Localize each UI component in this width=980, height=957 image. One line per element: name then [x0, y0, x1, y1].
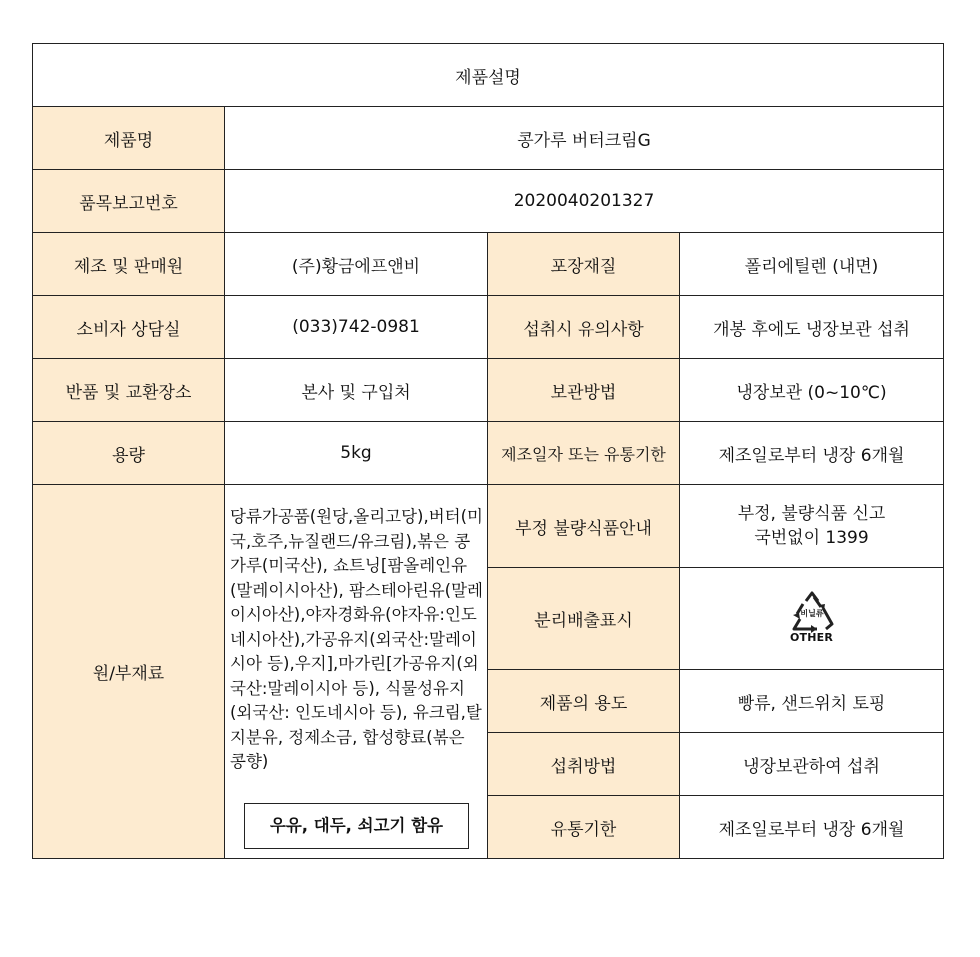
report-number-label: 품목보고번호 [33, 170, 225, 233]
capacity-value: 5kg [225, 422, 488, 485]
bad-food-notice-value [680, 485, 944, 568]
shelf-life-label: 유통기한 [488, 796, 680, 859]
packaging-label: 포장재질 [488, 233, 680, 296]
usage-label: 제품의 용도 [488, 670, 680, 733]
intake-method-value: 냉장보관하여 섭취 [680, 733, 944, 796]
expiry-date-label: 제조일자 또는 유통기한 [488, 422, 680, 485]
recycle-triangle-icon [789, 591, 835, 644]
recycling-mark-cell [680, 568, 944, 670]
recycling-label: 분리배출표시 [488, 568, 680, 670]
expiry-date-value: 제조일로부터 냉장 6개월 [680, 422, 944, 485]
product-name-label: 제품명 [33, 107, 225, 170]
ingredients-label: 원/부재료 [33, 485, 225, 859]
consumer-office-value: (033)742-0981 [225, 296, 488, 359]
intake-method-label: 섭취방법 [488, 733, 680, 796]
intake-caution-label: 섭취시 유의사항 [488, 296, 680, 359]
recycle-mark-text: 비닐류 [799, 609, 824, 618]
bad-food-notice-line1: 부정, 불량식품 신고 [737, 504, 886, 524]
recycle-code: OTHER [789, 631, 834, 644]
table-title: 제품설명 [33, 44, 944, 107]
return-place-label: 반품 및 교환장소 [33, 359, 225, 422]
shelf-life-value: 제조일로부터 냉장 6개월 [680, 796, 944, 859]
storage-value: 냉장보관 (0~10℃) [680, 359, 944, 422]
intake-caution-value: 개봉 후에도 냉장보관 섭취 [680, 296, 944, 359]
ingredients-cell [225, 485, 488, 859]
manufacturer-value: (주)황금에프앤비 [225, 233, 488, 296]
capacity-label: 용량 [33, 422, 225, 485]
return-place-value: 본사 및 구입처 [225, 359, 488, 422]
packaging-value: 폴리에틸렌 (내면) [680, 233, 944, 296]
product-name-value: 콩가루 버터크림G [225, 107, 944, 170]
report-number-value: 2020040201327 [225, 170, 944, 233]
bad-food-notice-line2: 국번없이 1399 [754, 528, 869, 548]
usage-value: 빵류, 샌드위치 토핑 [680, 670, 944, 733]
manufacturer-label: 제조 및 판매원 [33, 233, 225, 296]
product-spec-table [32, 43, 944, 859]
consumer-office-label: 소비자 상담실 [33, 296, 225, 359]
ingredients-text: 당류가공품(원당,올리고당),버터(미국,호주,뉴질랜드/유크림),볶은 콩가루(미국산), 쇼트닝[팜올레인유(말레이시아산), 팜스테아린유(말레이시아산),야자경화유(야자유:인도네시아산),가공유지(외국산:말레이시아 등),우지],마가린[가공유지(외국산:말레이시아 등), 식물성유지(외국산: 인도네시아 등), 유크림,탈지분유, 정제소금, 합성향료(볶은 콩향) [230, 507, 483, 771]
storage-label: 보관방법 [488, 359, 680, 422]
bad-food-notice-label: 부정 불량식품안내 [488, 485, 680, 568]
allergen-notice: 우유, 대두, 쇠고기 함유 [244, 803, 469, 849]
